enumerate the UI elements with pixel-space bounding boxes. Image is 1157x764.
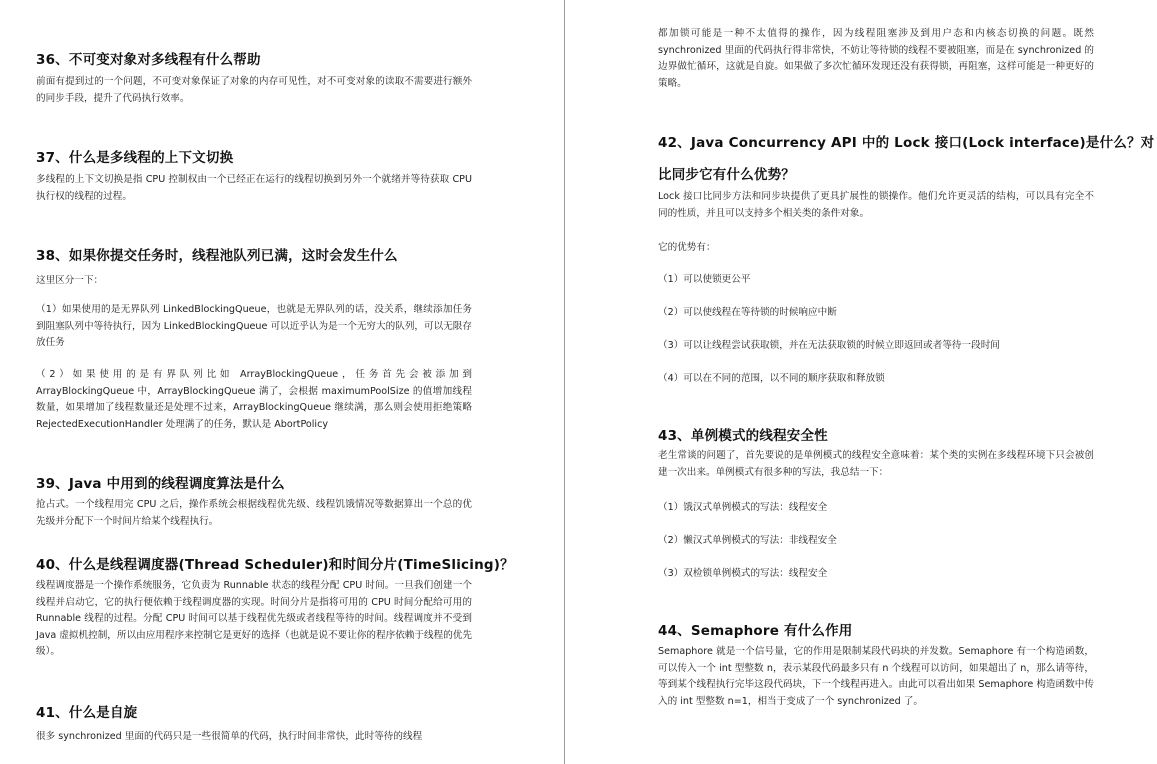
heading-37: 37、什么是多线程的上下文切换: [36, 150, 234, 166]
paragraph-42-advantages: 它的优势有：: [658, 242, 716, 253]
heading-41: 41、什么是自旋: [36, 705, 138, 721]
heading-42-line-1: 42、Java Concurrency API 中的 Lock 接口(Lock interface)是什么？对: [658, 135, 1155, 151]
list-item: （3）可以让线程尝试获取锁，并在无法获取锁的时候立即返回或者等待一段时间: [658, 340, 1000, 351]
list-item: （3）双检锁单例模式的写法：线程安全: [658, 568, 828, 579]
paragraph-38-item-1: （1）如果使用的是无界队列 LinkedBlockingQueue，也就是无界队列的话，没关系，继续添加任务到阻塞队列中等待执行，因为 LinkedBlockingQueue 可以近乎认为是一个无穷大的队列，可以无限存放任务: [36, 304, 472, 348]
paragraph-38-intro: 这里区分一下：: [36, 275, 104, 286]
list-item: （2）可以使线程在等待锁的时候响应中断: [658, 307, 837, 318]
paragraph-43: 老生常谈的问题了，首先要说的是单例模式的线程安全意味着：某个类的实例在多线程环境下只会被创建一次出来。单例模式有很多种的写法，我总结一下：: [658, 450, 1094, 478]
page-divider: [564, 0, 565, 764]
heading-43: 43、单例模式的线程安全性: [658, 428, 828, 444]
list-item: （4）可以在不同的范围，以不同的顺序获取和释放锁: [658, 373, 885, 384]
paragraph-38-item-2: （2）如果使用的是有界队列比如 ArrayBlockingQueue，任务首先会被添加到 ArrayBlockingQueue 中，ArrayBlockingQueue 满了，会根据 maximumPoolSize 的值增加线程数量，如果增加了线程数量还是处理不过来，ArrayBlockingQueue 继续满，那么则会使用拒绝策略 RejectedExecutionHandler 处理满了的任务，默认是 AbortPolicy: [36, 369, 472, 430]
list-item: （1）可以使锁更公平: [658, 274, 751, 285]
heading-39: 39、Java 中用到的线程调度算法是什么: [36, 476, 285, 492]
heading-36: 36、不可变对象对多线程有什么帮助: [36, 52, 261, 68]
paragraph-39: 抢占式。一个线程用完 CPU 之后，操作系统会根据线程优先级、线程饥饿情况等数据算出一个总的优先级并分配下一个时间片给某个线程执行。: [36, 499, 472, 527]
paragraph-41-continued: 都加锁可能是一种不太值得的操作，因为线程阻塞涉及到用户态和内核态切换的问题。既然 synchronized 里面的代码执行得非常快，不妨让等待锁的线程不要被阻塞，而是在 synchronized 的边界做忙循环，这就是自旋。如果做了多次忙循环发现还没有获得锁，再阻塞，这样可能是一种更好的策略。: [658, 28, 1094, 89]
heading-42-line-2: 比同步它有什么优势？: [658, 167, 795, 183]
list-item: （1）饿汉式单例模式的写法：线程安全: [658, 502, 828, 513]
paragraph-41: 很多 synchronized 里面的代码只是一些很简单的代码，执行时间非常快，此时等待的线程: [36, 731, 423, 742]
heading-40: 40、什么是线程调度器(Thread Scheduler)和时间分片(TimeSlicing)？: [36, 557, 514, 573]
heading-38: 38、如果你提交任务时，线程池队列已满，这时会发生什么: [36, 248, 398, 264]
paragraph-44: Semaphore 就是一个信号量，它的作用是限制某段代码块的并发数。Semaphore 有一个构造函数，可以传入一个 int 型整数 n，表示某段代码最多只有 n 个线程可以访问，如果超出了 n，那么请等待，等到某个线程执行完毕这段代码块，下一个线程再进入。由此可以看出如果 Semaphore 构造函数中传入的 int 型整数 n=1，相当于变成了一个 synchronized 了。: [658, 646, 1094, 707]
paragraph-37: 多线程的上下文切换是指 CPU 控制权由一个已经正在运行的线程切换到另外一个就绪并等待获取 CPU 执行权的线程的过程。: [36, 174, 472, 202]
heading-44: 44、Semaphore 有什么作用: [658, 623, 853, 639]
paragraph-36: 前面有提到过的一个问题，不可变对象保证了对象的内存可见性，对不可变对象的读取不需要进行额外的同步手段，提升了代码执行效率。: [36, 76, 472, 104]
paragraph-42: Lock 接口比同步方法和同步块提供了更具扩展性的锁操作。他们允许更灵活的结构，可以具有完全不同的性质，并且可以支持多个相关类的条件对象。: [658, 191, 1094, 219]
paragraph-40: 线程调度器是一个操作系统服务，它负责为 Runnable 状态的线程分配 CPU 时间。一旦我们创建一个线程并启动它，它的执行便依赖于线程调度器的实现。时间分片是指将可用的 CPU 时间分配给可用的 Runnable 线程的过程。分配 CPU 时间可以基于线程优先级或者线程等待的时间。线程调度并不受到 Java 虚拟机控制，所以由应用程序来控制它是更好的选择（也就是说不要让你的程序依赖于线程的优先级）。: [36, 580, 472, 657]
list-item: （2）懒汉式单例模式的写法：非线程安全: [658, 535, 837, 546]
right-page: [566, 0, 1157, 764]
left-page: [0, 0, 564, 764]
